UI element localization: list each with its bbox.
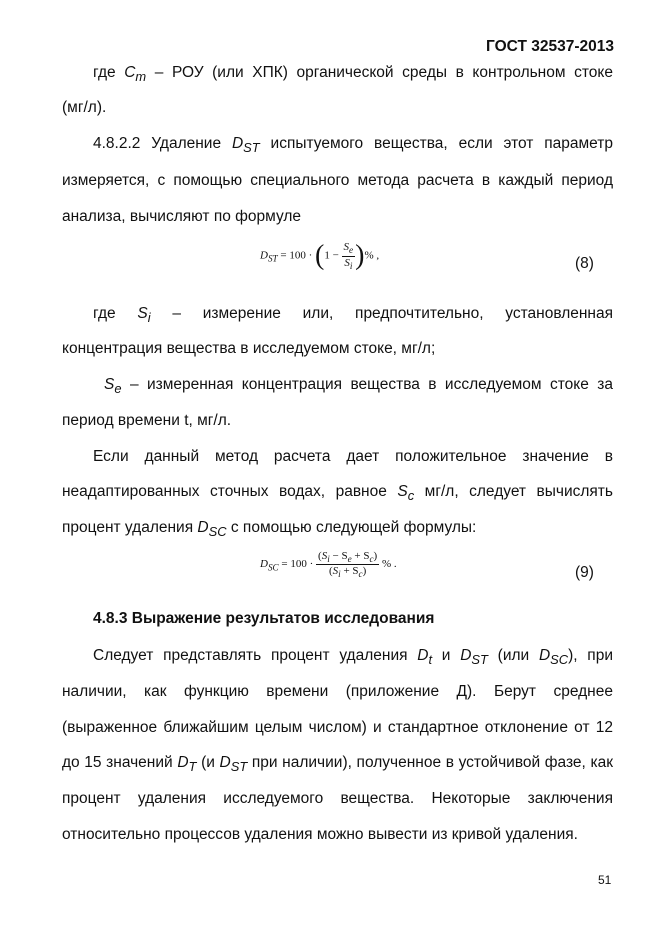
document-header: ГОСТ 32537-2013 xyxy=(486,38,614,55)
text-line: (мг/л). xyxy=(62,99,107,116)
text-line: где $C_m$ – РОУ (или ХПК) органической среды в контрольном стоке xyxy=(93,64,613,85)
text-line: относительно процессов удаления можно вывести из кривой удаления. xyxy=(62,826,578,843)
text-line: измеряется, с помощью специального метода расчета в каждый период xyxy=(62,172,613,189)
text-line: процент удаления исследуемого вещества. Некоторые заключения xyxy=(62,790,613,807)
text-line: $S_e$ – измеренная концентрация вещества в исследуемом стоке за xyxy=(104,376,613,397)
fraction: $\frac{S_e}{S_i}$ xyxy=(343,241,354,271)
text-line: неадаптированных сточных водах, равное $S_c$ мг/л, следует вычислять xyxy=(62,483,613,504)
text-line: Если данный метод расчета дает положительное значение в xyxy=(93,448,613,465)
fraction: $\frac{(S_i - S_e + S_c)}{(S_i + S_c)}$ xyxy=(318,550,378,580)
equation-number: (9) xyxy=(575,564,594,581)
text-line: анализа, вычисляют по формуле xyxy=(62,208,302,225)
section-heading: 4.8.3 Выражение результатов исследования xyxy=(93,610,435,627)
text-line: процент удаления $D_{SC}$ с помощью следующей формулы: xyxy=(62,519,477,540)
text-line: концентрация вещества в исследуемом стоке, мг/л; xyxy=(62,340,436,357)
formula-8: $D_{ST} = 100 \cdot (1$ − $\frac{S_e}{S_i}$ )% , xyxy=(260,240,380,271)
text-line: Следует представлять процент удаления $D_t$ и $D_{ST}$ (или $D_{SC}$), при xyxy=(93,647,613,668)
text-line: период времени t, мг/л. xyxy=(62,412,232,429)
page-number: 51 xyxy=(598,873,612,887)
text-line: где $S_i$ – измерение или, предпочтительно, установленная xyxy=(93,305,614,326)
text-line: наличии, как функцию времени (приложение Д). Берут среднее xyxy=(62,683,613,700)
text-line: до 15 значений $D_T$ (и $D_{ST}$ при наличии), полученное в устойчивой фазе, как xyxy=(62,754,614,775)
equation-number: (8) xyxy=(575,255,594,272)
paragraph-heading-line: 4.8.2.2 Удаление $D_{ST}$ испытуемого вещества, если этот параметр xyxy=(93,135,614,156)
formula-9: $D_{SC} = 100$ · $\frac{(S_i - S_e + S_c)}{(S_i + S_c)}$ % . xyxy=(260,550,397,580)
text-line: (выраженное ближайшим целым числом) и стандартное отклонение от 12 xyxy=(62,719,613,736)
